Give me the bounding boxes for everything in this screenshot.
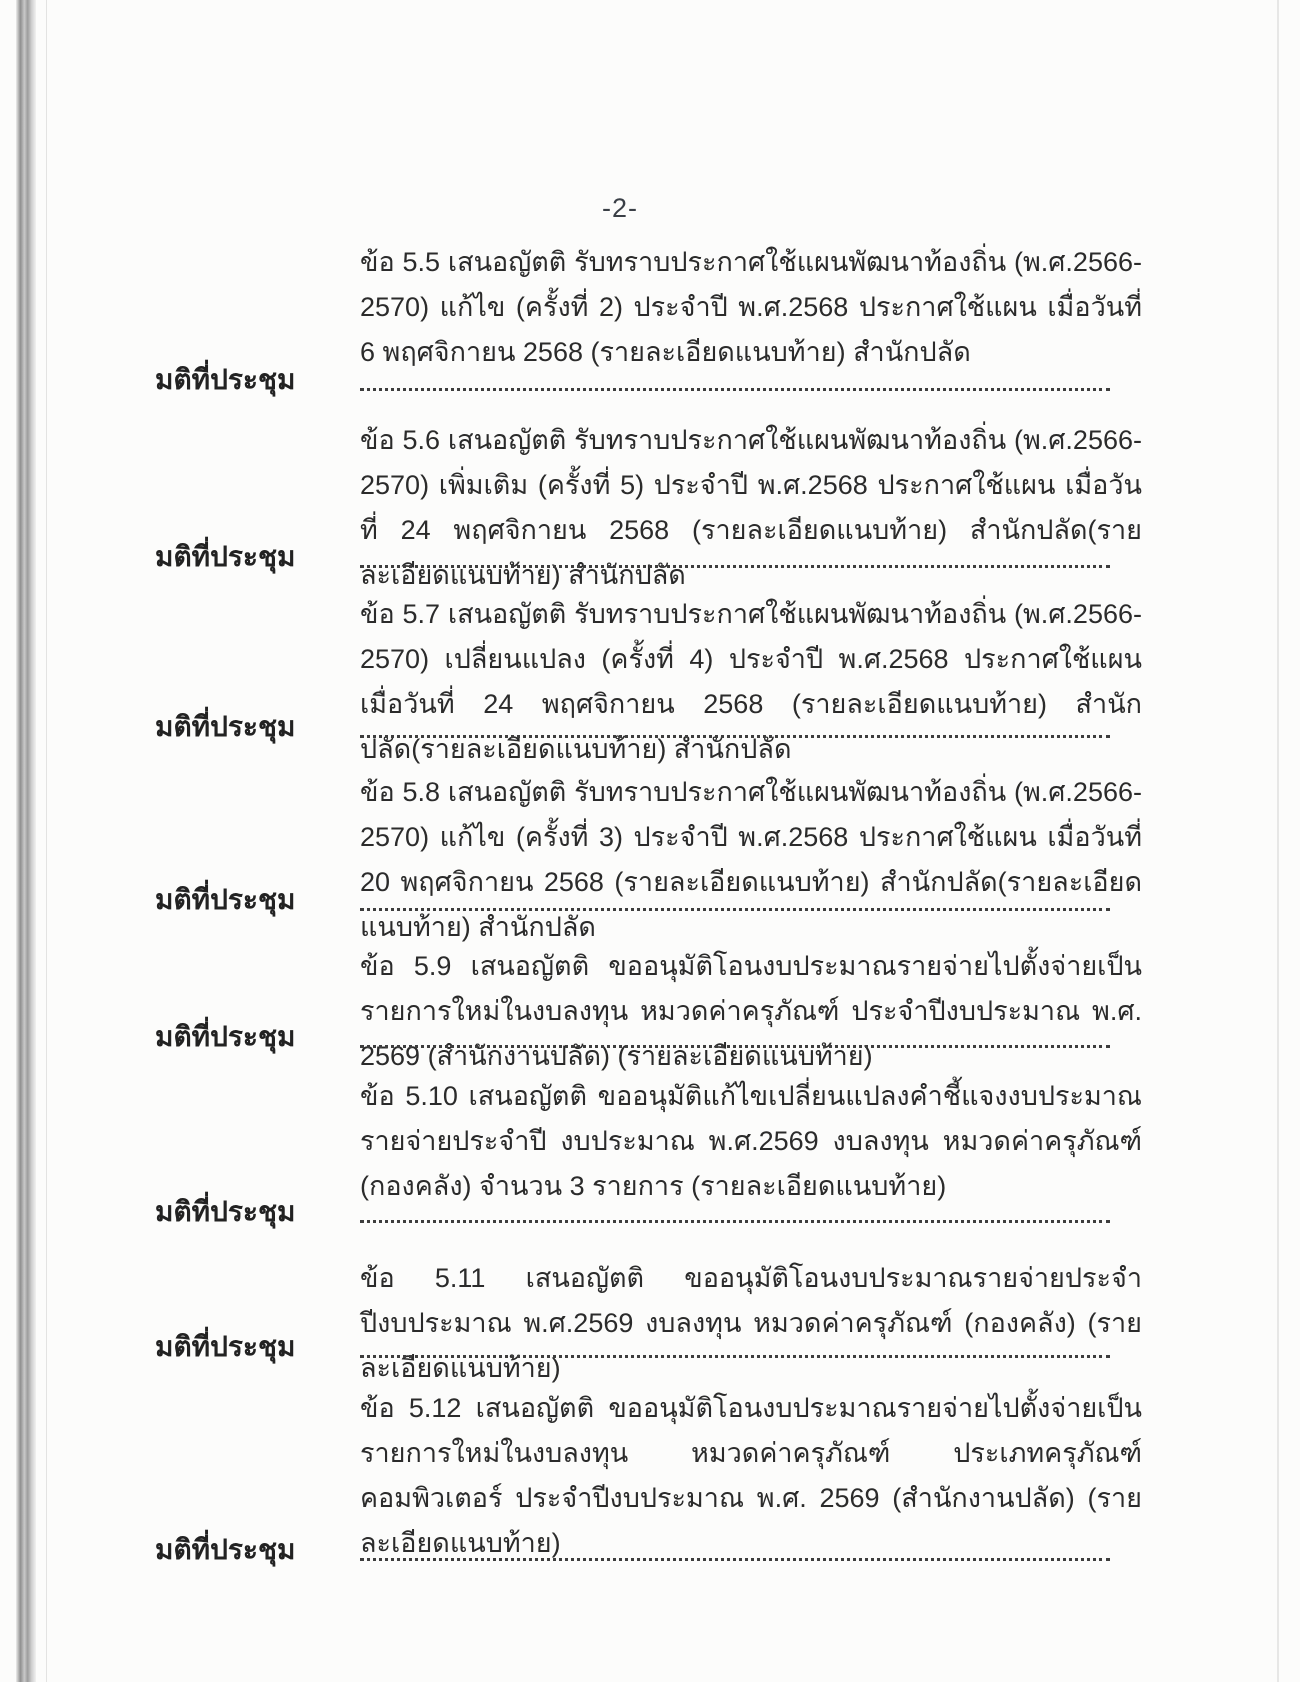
resolution-row-5-8	[155, 882, 1110, 918]
resolution-dotted-line	[360, 1045, 1110, 1048]
agenda-item-5-7: ข้อ 5.7 เสนอญัตติ รับทราบประกาศใช้แผนพัฒนาท้องถิ่น (พ.ศ.2566-2570) เปลี่ยนแปลง (ครั้งที่ 4) ประจำปี พ.ศ.2568 ประกาศใช้แผน เมื่อวันที่ 24 พฤศจิกายน 2568 (รายละเอียดแนบท้าย) สำนักปลัด(รายละเอียดแนบท้าย) สำนักปลัด	[360, 599, 1142, 764]
scan-right-edge-artifact	[1277, 0, 1279, 1682]
resolution-dotted-line	[360, 1558, 1110, 1561]
agenda-item-5-12: ข้อ 5.12 เสนอญัตติ ขออนุมัติโอนงบประมาณรายจ่ายไปตั้งจ่ายเป็นรายการใหม่ในงบลงทุน หมวดค่าครุภัณฑ์ ประเภทครุภัณฑ์คอมพิวเตอร์ ประจำปีงบประมาณ พ.ศ. 2569 (สำนักงานปลัด) (รายละเอียดแนบท้าย)	[360, 1393, 1142, 1558]
resolution-dotted-line	[360, 565, 1110, 568]
resolution-label: มติที่ประชุม	[155, 1534, 296, 1565]
agenda-item-5-10: ข้อ 5.10 เสนอญัตติ ขออนุมัติแก้ไขเปลี่ยนแปลงคำชี้แจงงบประมาณรายจ่ายประจำปี งบประมาณ พ.ศ.2569 งบลงทุน หมวดค่าครุภัณฑ์ (กองคลัง) จำนวน 3 รายการ (รายละเอียดแนบท้าย)	[360, 1081, 1142, 1201]
page-number: -2-	[602, 193, 638, 223]
resolution-dotted-line	[360, 1220, 1110, 1223]
resolution-dotted-line	[360, 908, 1110, 911]
agenda-item-5-9: ข้อ 5.9 เสนอญัตติ ขออนุมัติโอนงบประมาณรายจ่ายไปตั้งจ่ายเป็นรายการใหม่ในงบลงทุน หมวดค่าครุภัณฑ์ ประจำปีงบประมาณ พ.ศ. 2569 (สำนักงานปลัด) (รายละเอียดแนบท้าย)	[360, 951, 1142, 1071]
scan-binding-hairline	[46, 0, 47, 1682]
resolution-label: มติที่ประชุม	[155, 541, 296, 572]
resolution-label: มติที่ประชุม	[155, 884, 296, 915]
agenda-item-5-8: ข้อ 5.8 เสนอญัตติ รับทราบประกาศใช้แผนพัฒนาท้องถิ่น (พ.ศ.2566-2570) แก้ไข (ครั้งที่ 3) ประจำปี พ.ศ.2568 ประกาศใช้แผน เมื่อวันที่ 20 พฤศจิกายน 2568 (รายละเอียดแนบท้าย) สำนักปลัด(รายละเอียดแนบท้าย) สำนักปลัด	[360, 777, 1142, 942]
resolution-row-5-12	[155, 1532, 1110, 1568]
resolution-label: มติที่ประชุม	[155, 1331, 296, 1362]
resolution-row-5-7	[155, 709, 1110, 745]
resolution-row-5-11	[155, 1329, 1110, 1365]
resolution-row-5-10	[155, 1194, 1110, 1230]
agenda-item-5-11: ข้อ 5.11 เสนอญัตติ ขออนุมัติโอนงบประมาณรายจ่ายประจำปีงบประมาณ พ.ศ.2569 งบลงทุน หมวดค่าครุภัณฑ์ (กองคลัง) (รายละเอียดแนบท้าย)	[360, 1263, 1142, 1383]
resolution-row-5-6	[155, 539, 1110, 575]
agenda-item-5-6: ข้อ 5.6 เสนอญัตติ รับทราบประกาศใช้แผนพัฒนาท้องถิ่น (พ.ศ.2566-2570) เพิ่มเติม (ครั้งที่ 5) ประจำปี พ.ศ.2568 ประกาศใช้แผน เมื่อวันที่ 24 พฤศจิกายน 2568 (รายละเอียดแนบท้าย) สำนักปลัด(รายละเอียดแนบท้าย) สำนักปลัด	[360, 425, 1142, 590]
resolution-label: มติที่ประชุม	[155, 711, 296, 742]
agenda-item-5-5: ข้อ 5.5 เสนอญัตติ รับทราบประกาศใช้แผนพัฒนาท้องถิ่น (พ.ศ.2566-2570) แก้ไข (ครั้งที่ 2) ประจำปี พ.ศ.2568 ประกาศใช้แผน เมื่อวันที่ 6 พฤศจิกายน 2568 (รายละเอียดแนบท้าย) สำนักปลัด	[360, 247, 1142, 367]
resolution-label: มติที่ประชุม	[155, 1021, 296, 1052]
resolution-dotted-line	[360, 1355, 1110, 1358]
resolution-label: มติที่ประชุม	[155, 364, 296, 395]
resolution-row-5-5	[155, 362, 1110, 398]
resolution-dotted-line	[360, 735, 1110, 738]
resolution-row-5-9	[155, 1019, 1110, 1055]
scan-binding-stripe	[16, 0, 36, 1682]
resolution-label: มติที่ประชุม	[155, 1196, 296, 1227]
resolution-dotted-line	[360, 388, 1110, 391]
